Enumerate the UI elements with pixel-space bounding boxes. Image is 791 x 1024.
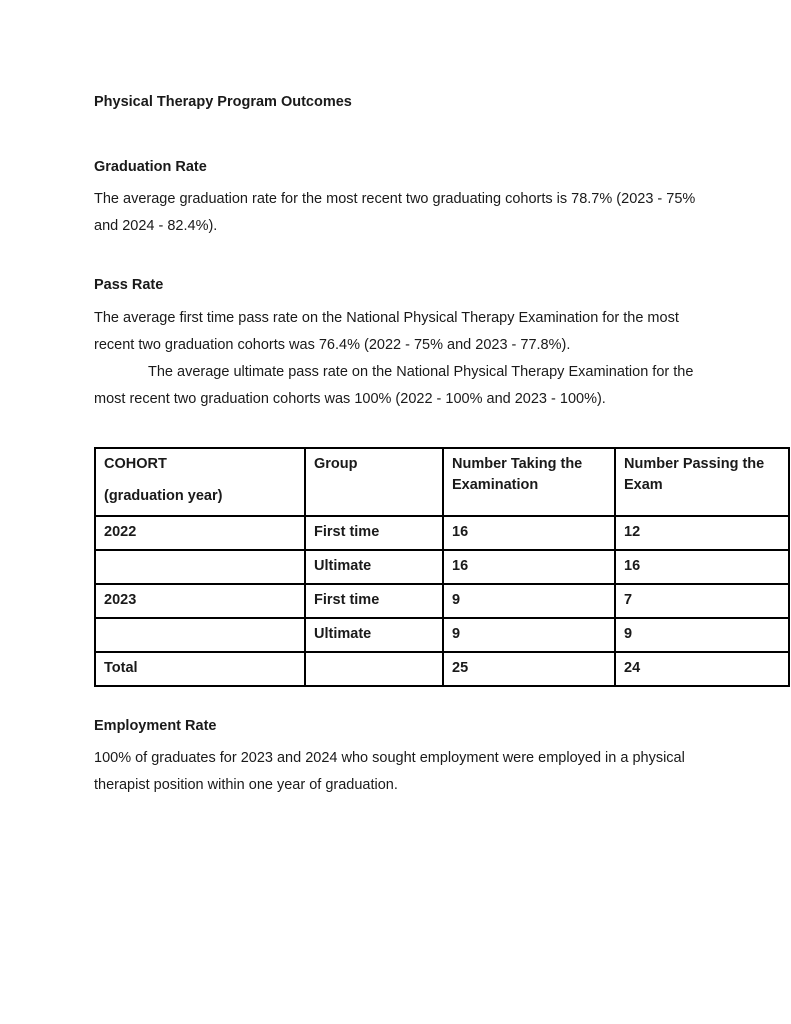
table-row-2023-ultimate <box>95 618 789 652</box>
cell-cohort <box>95 550 305 584</box>
cell-group: First time <box>305 516 443 550</box>
table-row-2022-ultimate <box>95 550 789 584</box>
table-row-2022-first-time <box>95 516 789 550</box>
paragraph-pass-rate-first-time: The average first time pass rate on the National Physical Therapy Examination for the most recent two graduation cohorts was 76.4% (2022 - 75% and 2023 - 77.8%). <box>94 310 679 353</box>
cell-group: Ultimate <box>305 550 443 584</box>
cell-cohort: 2023 <box>95 584 305 618</box>
table-header-row <box>95 448 789 516</box>
cell-taking: 9 <box>443 584 615 618</box>
cell-passing: 24 <box>615 652 789 686</box>
header-cell-number-taking: Number Taking the Examination <box>443 448 615 516</box>
paragraph-pass-rate-ultimate: The average ultimate pass rate on the National Physical Therapy Examination for the most recent two graduation cohorts was 100% (2022 - 100% and 2023 - 100%). <box>94 364 694 407</box>
cell-cohort <box>95 618 305 652</box>
cell-cohort: 2022 <box>95 516 305 550</box>
section-heading-pass-rate: Pass Rate <box>94 277 164 293</box>
cell-passing: 12 <box>615 516 789 550</box>
cell-group <box>305 652 443 686</box>
header-cohort-line1: COHORT <box>104 456 167 472</box>
cell-group: Ultimate <box>305 618 443 652</box>
cell-cohort: Total <box>95 652 305 686</box>
cell-taking: 25 <box>443 652 615 686</box>
cell-passing: 7 <box>615 584 789 618</box>
paragraph-graduation-rate: The average graduation rate for the most recent two graduating cohorts is 78.7% (2023 - 75% and 2024 - 82.4%). <box>94 191 696 234</box>
cell-taking: 16 <box>443 550 615 584</box>
cell-taking: 16 <box>443 516 615 550</box>
cell-group: First time <box>305 584 443 618</box>
paragraph-employment-rate: 100% of graduates for 2023 and 2024 who sought employment were employed in a physical therapist position within one year of graduation. <box>94 750 685 793</box>
section-heading-employment-rate: Employment Rate <box>94 718 217 734</box>
table-row-total <box>95 652 789 686</box>
table-row-2023-first-time <box>95 584 789 618</box>
cell-passing: 9 <box>615 618 789 652</box>
header-cell-cohort <box>95 448 305 516</box>
document-title: Physical Therapy Program Outcomes <box>94 94 352 110</box>
outcomes-table <box>94 447 790 687</box>
section-heading-graduation-rate: Graduation Rate <box>94 159 207 175</box>
cell-passing: 16 <box>615 550 789 584</box>
cell-taking: 9 <box>443 618 615 652</box>
header-cell-group: Group <box>305 448 443 516</box>
header-cohort-line2: (graduation year) <box>104 488 223 504</box>
header-cell-number-passing: Number Passing the Exam <box>615 448 789 516</box>
